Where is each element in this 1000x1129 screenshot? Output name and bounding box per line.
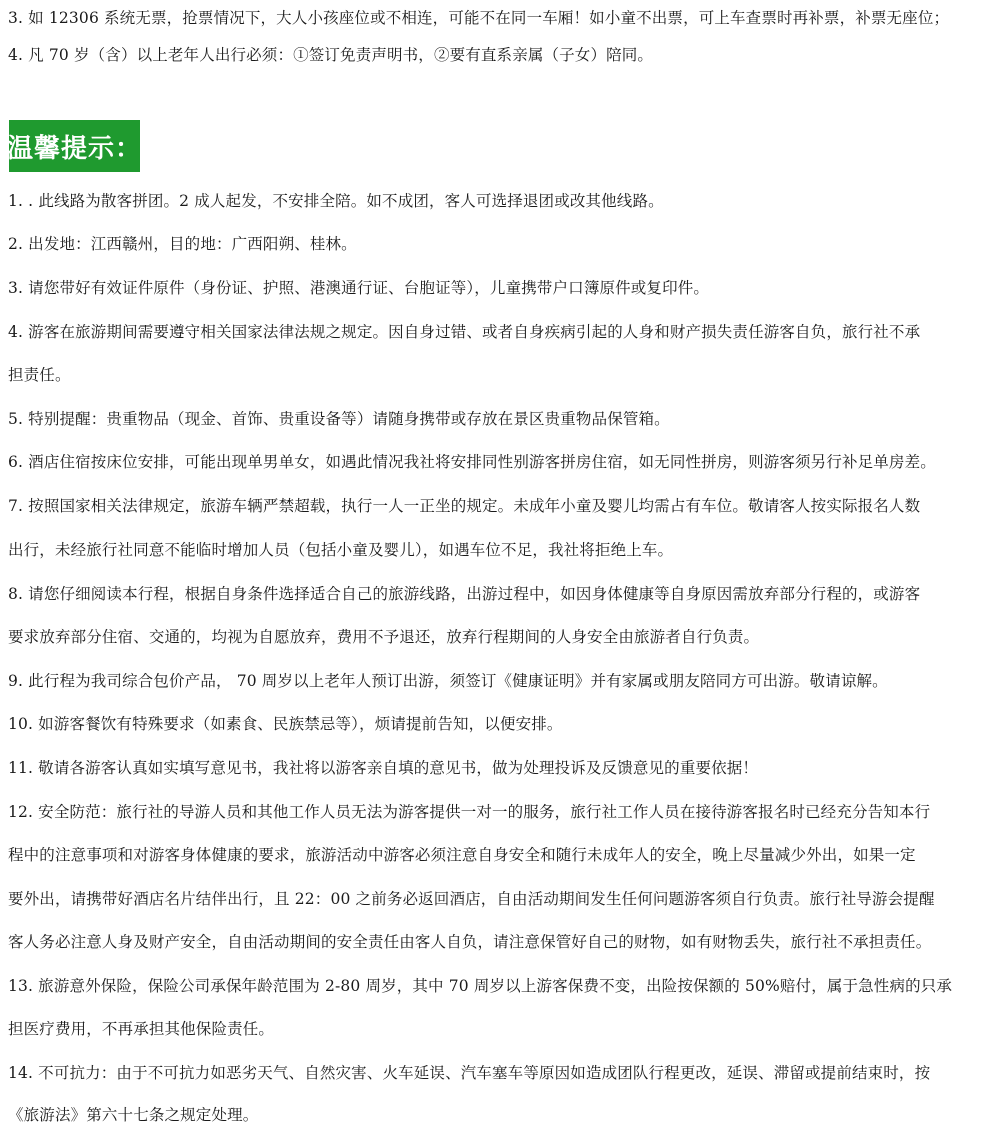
tip-line: 要外出，请携带好酒店名片结伴出行，且 22：00 之前务必返回酒店，自由活动期间发生任何问题游客须自行负责。旅行社导游会提醒 [8, 890, 935, 908]
tip-line: 6. 酒店住宿按床位安排，可能出现单男单女，如遇此情况我社将安排同性别游客拼房住宿，如无同性拼房，则游客须另行补足单房差。 [8, 453, 936, 471]
tip-line: 程中的注意事项和对游客身体健康的要求，旅游活动中游客必须注意自身安全和随行未成年人的安全，晚上尽量减少外出，如果一定 [8, 846, 916, 864]
tip-line: 担医疗费用，不再承担其他保险责任。 [8, 1020, 275, 1038]
tip-line: 担责任。 [8, 366, 71, 384]
tips-heading: 温馨提示： [7, 133, 143, 164]
tip-line: 要求放弃部分住宿、交通的，均视为自愿放弃，费用不予退还，放弃行程期间的人身安全由旅游者自行负责。 [8, 628, 760, 646]
tip-line: 10. 如游客餐饮有特殊要求（如素食、民族禁忌等），烦请提前告知，以便安排。 [8, 715, 563, 733]
tip-line: 客人务必注意人身及财产安全，自由活动期间的安全责任由客人自负，请注意保管好自己的财物，如有财物丢失，旅行社不承担责任。 [8, 933, 932, 951]
tip-line: 14. 不可抗力：由于不可抗力如恶劣天气、自然灾害、火车延误、汽车塞车等原因如造成团队行程更改，延误、滞留或提前结束时，按 [8, 1064, 931, 1082]
tips-heading-box [7, 120, 143, 172]
tip-line: 12. 安全防范：旅行社的导游人员和其他工作人员无法为游客提供一对一的服务，旅行社工作人员在接待游客报名时已经充分告知本行 [8, 803, 931, 821]
tip-line: 8. 请您仔细阅读本行程，根据自身条件选择适合自己的旅游线路，出游过程中，如因身体健康等自身原因需放弃部分行程的，或游客 [8, 585, 921, 603]
tip-line: 4. 游客在旅游期间需要遵守相关国家法律法规之规定。因自身过错、或者自身疾病引起的人身和财产损失责任游客自负，旅行社不承 [8, 323, 921, 341]
note-line: 3. 如 12306 系统无票，抢票情况下，大人小孩座位或不相连，可能不在同一车厢！如小童不出票，可上车查票时再补票，补票无座位； [8, 9, 950, 27]
tip-line: 1. . 此线路为散客拼团。2 成人起发，不安排全陪。如不成团，客人可选择退团或改其他线路。 [8, 192, 664, 210]
tip-line: 9. 此行程为我司综合包价产品， 70 周岁以上老年人预订出游，须签订《健康证明》并有家属或朋友陪同方可出游。敬请谅解。 [8, 672, 888, 690]
note-line: 4. 凡 70 岁（含）以上老年人出行必须：①签订免责声明书，②要有直系亲属（子女）陪同。 [8, 46, 654, 64]
tip-line: 3. 请您带好有效证件原件（身份证、护照、港澳通行证、台胞证等），儿童携带户口簿原件或复印件。 [8, 279, 710, 297]
tip-line: 出行，未经旅行社同意不能临时增加人员（包括小童及婴儿），如遇车位不足，我社将拒绝上车。 [8, 541, 674, 559]
tip-line: 11. 敬请各游客认真如实填写意见书，我社将以游客亲自填的意见书，做为处理投诉及反馈意见的重要依据！ [8, 759, 759, 777]
tip-line: 2. 出发地：江西赣州，目的地：广西阳朔、桂林。 [8, 235, 357, 253]
tip-line: 5. 特别提醒：贵重物品（现金、首饰、贵重设备等）请随身携带或存放在景区贵重物品保管箱。 [8, 410, 670, 428]
tip-line: 13. 旅游意外保险，保险公司承保年龄范围为 2-80 周岁，其中 70 周岁以上游客保费不变，出险按保额的 50%赔付，属于急性病的只承 [8, 977, 953, 995]
tip-line: 《旅游法》第六十七条之规定处理。 [8, 1106, 259, 1124]
tip-line: 7. 按照国家相关法律规定，旅游车辆严禁超载，执行一人一正坐的规定。未成年小童及婴儿均需占有车位。敬请客人按实际报名人数 [8, 497, 921, 515]
